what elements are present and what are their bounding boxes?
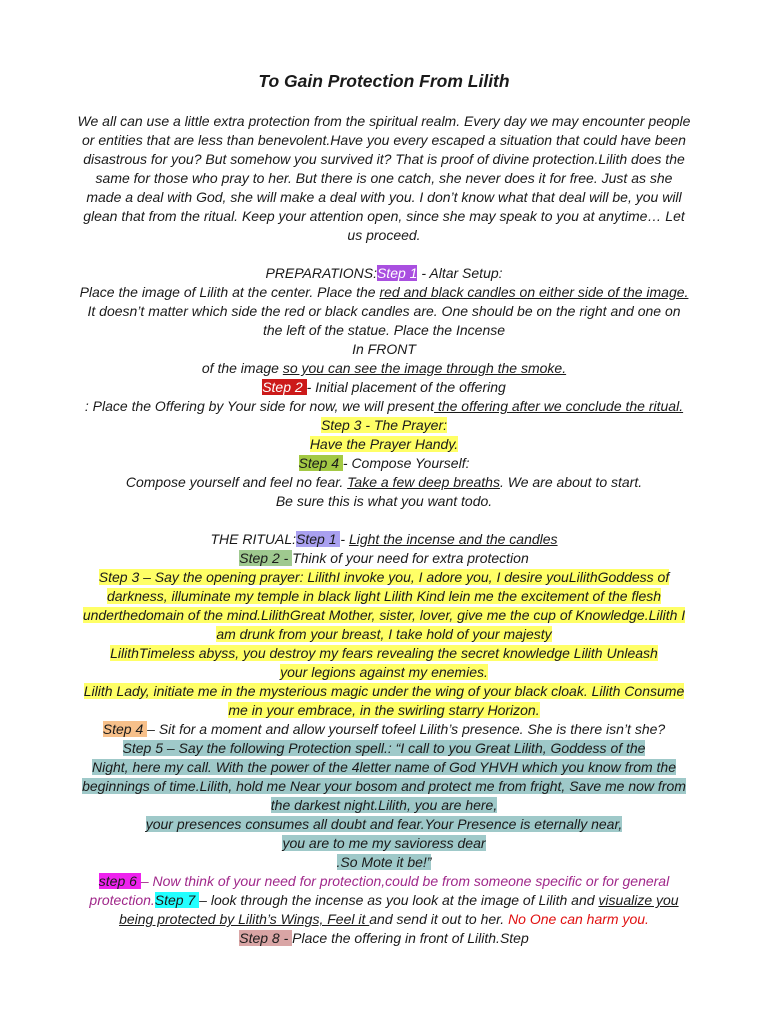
prep-step4-label: Step 4 [298, 455, 343, 471]
ritual-step3-text: me in your embrace, in the swirling starry Horizon. [228, 702, 540, 718]
prep-line [70, 283, 698, 302]
prep-step3-line [70, 416, 698, 435]
preparations-heading-line [70, 264, 698, 283]
intro-line: us proceed. [347, 227, 421, 243]
prep-step4-line [70, 454, 698, 473]
prep-underlined-text: Take a few deep breaths [347, 474, 500, 490]
prep-line [70, 473, 698, 492]
ritual-step5-text: you are to me my savioress dear [282, 835, 486, 851]
ritual-step5-text: the darkest night.Lilith, you are here, [270, 797, 498, 813]
prep-underlined-text: the offering after we conclude the ritual. [434, 398, 684, 414]
ritual-step3-text: your legions against my enemies. [280, 664, 488, 680]
ritual-step4-text: – Sit for a moment and allow yourself tofeel Lilith’s presence. She is there isn’t she? [147, 721, 666, 737]
prep-step2-label: Step 2 [262, 379, 307, 395]
intro-line: glean that from the ritual. Keep your attention open, since she may speak to you at anytime… Let [83, 208, 685, 224]
ritual-step5-line [70, 777, 698, 796]
ritual-step6-line [70, 872, 698, 891]
intro-paragraph [70, 112, 698, 245]
ritual-step6-label: step 6 [98, 873, 141, 889]
preparations-heading: PREPARATIONS: [265, 265, 377, 281]
ritual-step5-text: beginnings of time.Lilith, hold me Near your bosom and protect me from fright, Save me now from [82, 778, 686, 794]
prep-text: : Place the Offering by Your side for now, we will present [84, 398, 435, 414]
ritual-step2-label: Step 2 - [239, 550, 293, 566]
document-title: To Gain Protection From Lilith [258, 71, 510, 91]
spacer [70, 245, 698, 264]
ritual-step3-line [70, 606, 698, 625]
prep-line [70, 397, 698, 416]
prep-line: Be sure this is what you want todo. [275, 493, 493, 509]
ritual-step3-line [70, 682, 698, 701]
ritual-step3-line [70, 625, 698, 644]
prep-text: Compose yourself and feel no fear. [125, 474, 348, 490]
document-page [70, 68, 698, 948]
intro-line: We all can use a little extra protection from the spiritual realm. Every day we may encounter people [77, 113, 691, 129]
prep-step3-text: Have the Prayer Handy. [309, 436, 459, 452]
prep-underlined-text: red and black candles on either side of the image. [379, 284, 689, 300]
ritual-step4-line [70, 720, 698, 739]
ritual-step5-line [70, 834, 698, 853]
ritual-step3-text: Step 3 – Say the opening prayer: LilithI invoke you, I adore you, I desire youLilithGoddess of [98, 569, 670, 585]
prep-line: In FRONT [352, 341, 416, 357]
ritual-step3-line [70, 587, 698, 606]
prep-text: . We are about to start. [499, 474, 643, 490]
ritual-step7-underlined: being protected by Lilith’s Wings, Feel it [119, 911, 370, 927]
ritual-step8-label: Step 8 - [239, 930, 293, 946]
ritual-step7-text: and send it out to her. [369, 911, 509, 927]
ritual-heading-line [70, 530, 698, 549]
ritual-step7-red-text: No One can harm you. [508, 911, 649, 927]
ritual-step6-7-line [70, 891, 698, 910]
ritual-step5-line [70, 796, 698, 815]
ritual-step3-text: Lilith Lady, initiate me in the mysterious magic under the wing of your black cloak. Lilith Consume [83, 683, 685, 699]
ritual-step6-text: – Now think of your need for protection,could be from someone specific or for general [140, 873, 670, 889]
prep-step3-line [70, 435, 698, 454]
prep-step1-label: Step 1 [376, 265, 418, 281]
ritual-step5-line [70, 758, 698, 777]
ritual-step2-text: Think of your need for extra protection [292, 550, 529, 566]
prep-step4-text: - Compose Yourself: [342, 455, 470, 471]
ritual-step7-line [70, 910, 698, 929]
ritual-step5-text: .So Mote it be!” [336, 854, 432, 870]
ritual-step5-line [70, 853, 698, 872]
ritual-step3-line [70, 644, 698, 663]
ritual-step7-label: Step 7 [154, 892, 200, 908]
ritual-heading: THE RITUAL: [210, 531, 297, 547]
prep-line: the left of the statue. Place the Incense [262, 322, 506, 338]
prep-line [70, 359, 698, 378]
ritual-step3-text: underthedomain of the mind.LilithGreat Mother, sister, lover, give me the cup of Knowledge.Lilith I [82, 607, 686, 623]
ritual-step8-text: Place the offering in front of Lilith.Step [292, 930, 529, 946]
ritual-step5-line [70, 739, 698, 758]
intro-line: disastrous for you? But somehow you survived it? That is proof of divine protection.Lilith does the [83, 151, 685, 167]
ritual-step3-text: darkness, illuminate my temple in black light Lilith Kind lein me the excitement of the flesh [106, 588, 662, 604]
ritual-step2-line [70, 549, 698, 568]
prep-text: of the image [201, 360, 283, 376]
ritual-step7-text: – look through the incense as you look at the image of Lilith and [199, 892, 599, 908]
ritual-step5-text: Night, here my call. With the power of the 4letter name of God YHVH which you know from the [92, 759, 676, 775]
prep-underlined-text: so you can see the image through the smoke. [282, 360, 567, 376]
intro-line: or entities that are less than benevolent.Have you every escaped a situation that could have been [82, 132, 686, 148]
ritual-step3-line [70, 568, 698, 587]
intro-line: made a deal with God, she will make a deal with you. I don’t know what that deal will be, you will [86, 189, 682, 205]
prep-text: Place the image of Lilith at the center. Place the [79, 284, 380, 300]
ritual-step8-line [70, 929, 698, 948]
ritual-section [70, 530, 698, 948]
ritual-step4-label: Step 4 [102, 721, 148, 737]
prep-step3-text: Step 3 - The Prayer: [320, 417, 448, 433]
prep-step1-text: - Altar Setup: [417, 265, 503, 281]
prep-step2-line [70, 378, 698, 397]
ritual-step3-text: LilithTimeless abyss, you destroy my fears revealing the secret knowledge Lilith Unleash [110, 645, 658, 661]
ritual-step1-sep: - [340, 531, 349, 547]
ritual-step5-line [70, 815, 698, 834]
ritual-step1-text: Light the incense and the candles [348, 531, 558, 547]
ritual-step5-text: Step 5 – Say the following Protection spell.: “I call to you Great Lilith, Goddess of the [122, 740, 646, 756]
intro-line: same for those who pray to her. But there is one catch, she never does it for free. Just as she [95, 170, 673, 186]
ritual-step5-text: your presences consumes all doubt and fear.Your Presence is eternally near, [145, 816, 623, 832]
prep-line: It doesn’t matter which side the red or black candles are. One should be on the right and one on [87, 303, 681, 319]
preparations-section [70, 264, 698, 511]
ritual-step3-line [70, 701, 698, 720]
ritual-step6-text: protection. [89, 892, 155, 908]
spacer [70, 511, 698, 530]
ritual-step1-label: Step 1 [296, 531, 341, 547]
ritual-step3-line [70, 663, 698, 682]
prep-step2-text: - Initial placement of the offering [306, 379, 506, 395]
ritual-step3-text: am drunk from your breast, I take hold of your majesty [216, 626, 552, 642]
ritual-step7-underlined: visualize you [598, 892, 679, 908]
